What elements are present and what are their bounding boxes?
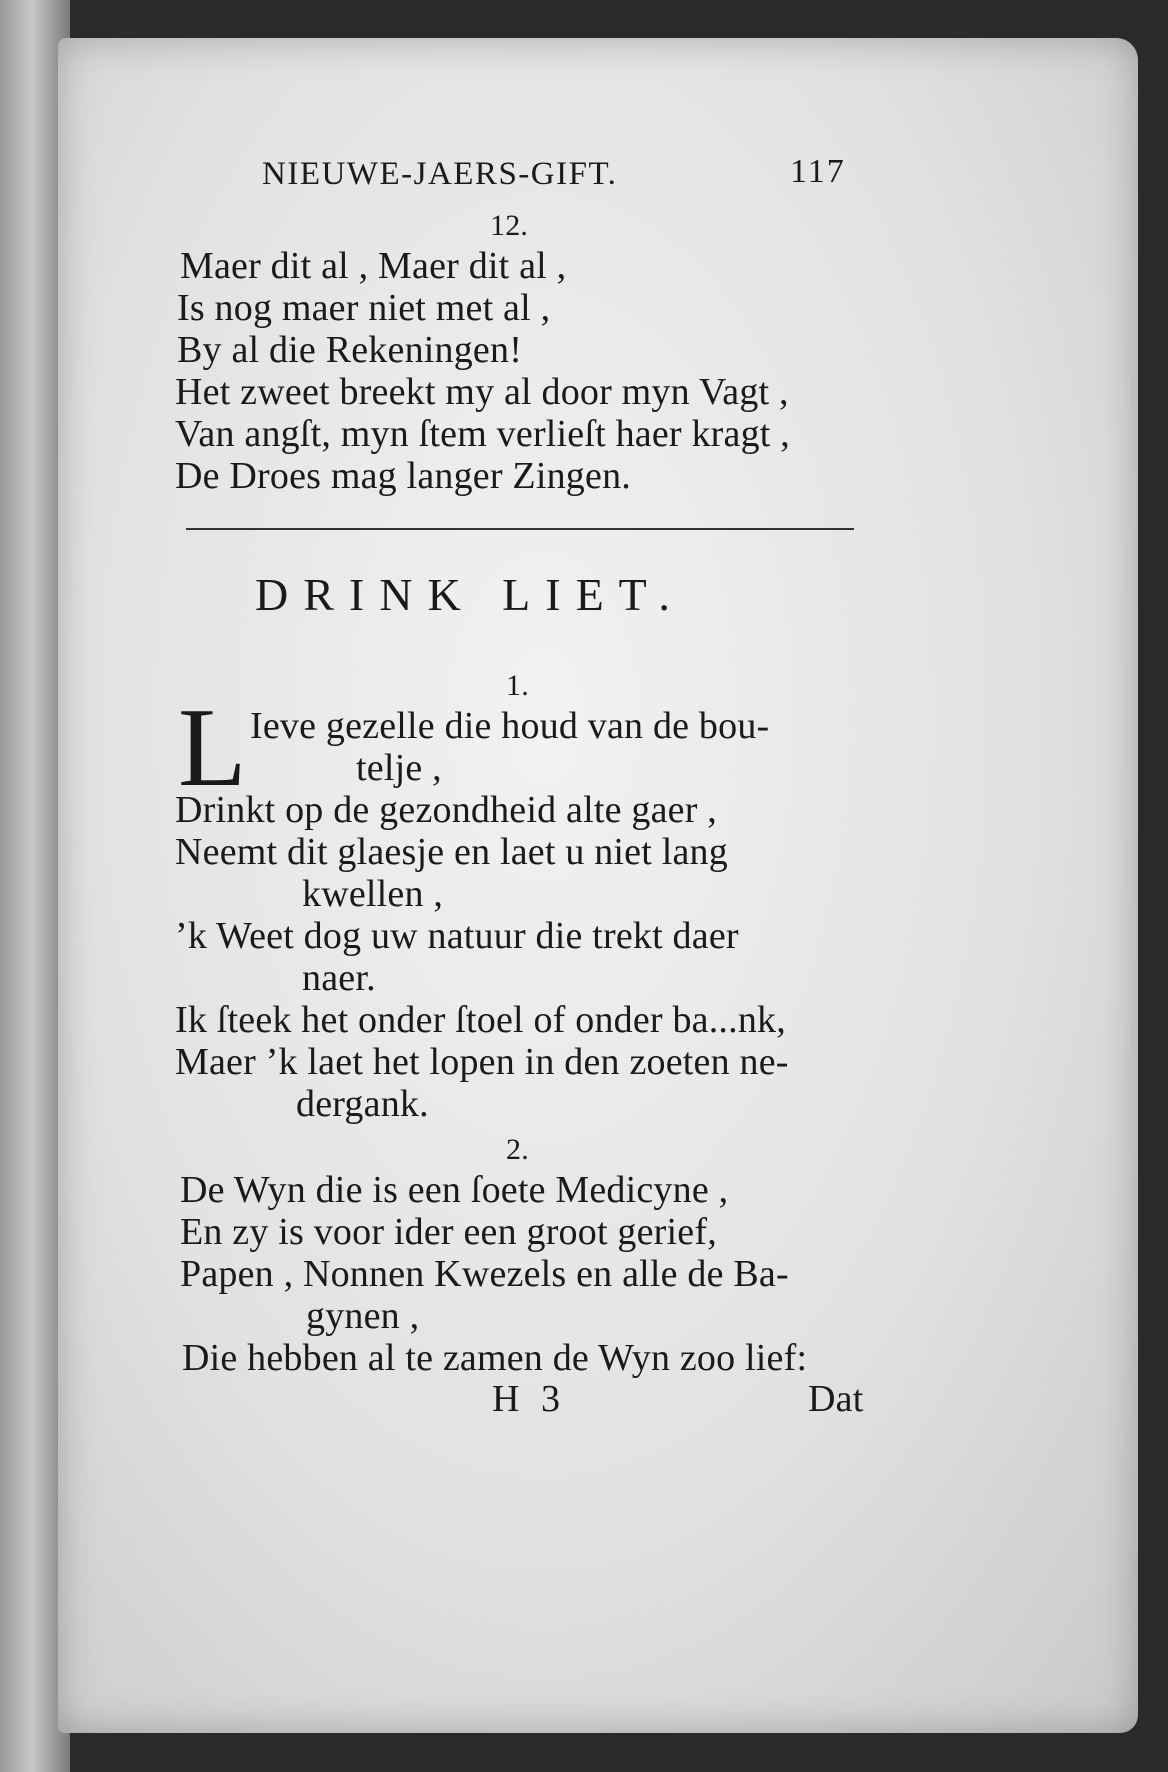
verse-line: De Wyn die is een ſoete Medicyne ,	[180, 1169, 729, 1211]
verse-line: Die hebben al te zamen de Wyn zoo lief:	[182, 1337, 808, 1379]
page-number: 117	[790, 153, 846, 190]
verse-line: De Droes mag langer Zingen.	[175, 455, 631, 497]
section-divider	[186, 528, 854, 530]
verse-line: Drinkt op de gezondheid alte gaer ,	[175, 789, 717, 831]
verse-line: Het zweet breekt my al door myn Vagt ,	[175, 371, 789, 413]
verse-line: Ieve gezelle die houd van de bou-	[250, 705, 770, 747]
stanza-number: 12.	[490, 209, 529, 242]
verse-line: telje ,	[356, 747, 442, 789]
song-title: DRINK LIET.	[255, 569, 685, 620]
verse-line: Maer ’k laet het lopen in den zoeten ne-	[175, 1041, 789, 1083]
verse-line: ’k Weet dog uw natuur die trekt daer	[175, 915, 739, 957]
signature-mark: H 3	[492, 1378, 566, 1420]
verse-line: dergank.	[296, 1083, 429, 1125]
running-title: NIEUWE-JAERS-GIFT.	[262, 156, 618, 192]
verse-line: Is nog maer niet met al ,	[177, 287, 551, 329]
verse-line: En zy is voor ider een groot gerief,	[180, 1211, 717, 1253]
verse-line: Ik ſteek het onder ſtoel of onder ba...nk,	[175, 999, 786, 1041]
drop-cap: L	[178, 686, 247, 810]
verse-line: Van angſt, myn ſtem verlieſt haer kragt ,	[175, 413, 790, 455]
verse-line: Papen , Nonnen Kwezels en alle de Ba-	[180, 1253, 789, 1295]
verse-line: kwellen ,	[302, 873, 444, 915]
stanza-number: 1.	[506, 669, 529, 702]
stanza-number: 2.	[506, 1133, 529, 1166]
verse-line: naer.	[302, 957, 376, 999]
catchword: Dat	[808, 1378, 864, 1420]
verse-line: Maer dit al , Maer dit al ,	[180, 245, 567, 287]
verse-line: gynen ,	[306, 1295, 420, 1337]
verse-line: Neemt dit glaesje en laet u niet lang	[175, 831, 728, 873]
verse-line: By al die Rekeningen!	[177, 329, 523, 371]
